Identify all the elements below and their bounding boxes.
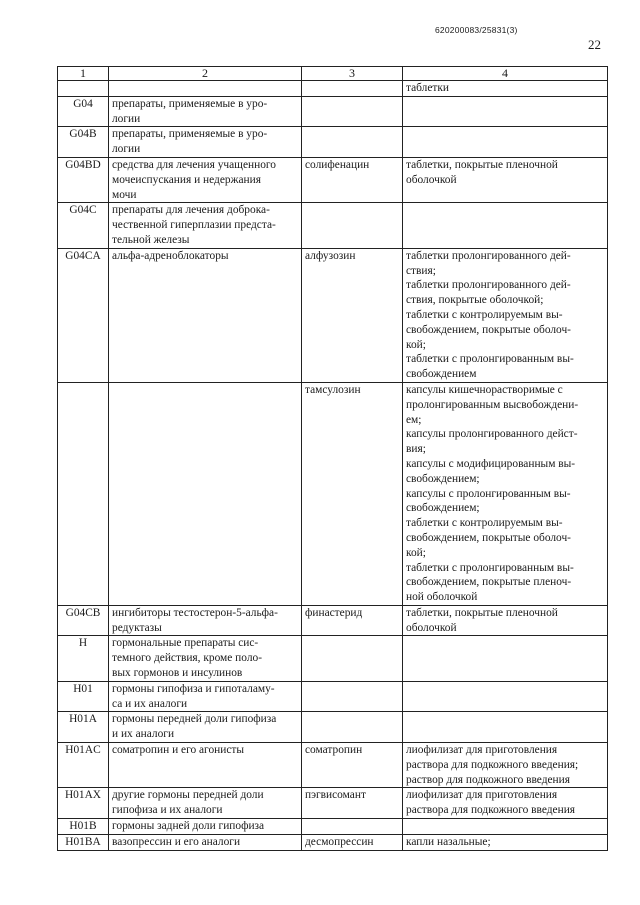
dosage-form-cell <box>403 819 608 835</box>
substance-cell <box>302 712 403 743</box>
group-name-cell: препараты, применяемые в уро- логии <box>109 127 302 158</box>
atc-code-cell: H01A <box>58 712 109 743</box>
group-name-cell: вазопрессин и его аналоги <box>109 834 302 850</box>
atc-code-cell: G04CB <box>58 605 109 636</box>
substance-cell <box>302 819 403 835</box>
dosage-form-cell: капсулы кишечнорастворимые с пролонгированным высвобождени- ем; капсулы пролонгированного дейст- вия; капсулы с модифицированным вы- свобождением; капсулы с пролонгированным вы- свобождением; таблетки с контролируемым вы- свобождением, покрытые оболоч- кой; таблетки с пролонгированным вы- свобождением, покрытые пленоч- ной оболочкой <box>403 382 608 605</box>
table-row <box>58 203 608 248</box>
dosage-form-cell <box>403 681 608 712</box>
drug-table <box>57 66 608 851</box>
substance-cell <box>302 636 403 681</box>
substance-cell <box>302 96 403 127</box>
column-header: 4 <box>403 67 608 81</box>
table-row <box>58 743 608 788</box>
group-name-cell: препараты, применяемые в уро- логии <box>109 96 302 127</box>
table-row <box>58 819 608 835</box>
atc-code-cell: G04B <box>58 127 109 158</box>
substance-cell: финастерид <box>302 605 403 636</box>
group-name-cell: гормоны передней доли гипофиза и их аналоги <box>109 712 302 743</box>
column-header: 3 <box>302 67 403 81</box>
table-row <box>58 681 608 712</box>
table-row <box>58 834 608 850</box>
table-row <box>58 382 608 605</box>
atc-code-cell: G04BD <box>58 157 109 202</box>
group-name-cell: соматропин и его агонисты <box>109 743 302 788</box>
dosage-form-cell: лиофилизат для приготовления раствора для подкожного введения; раствор для подкожного введения <box>403 743 608 788</box>
group-name-cell: гормоны гипофиза и гипоталаму- са и их аналоги <box>109 681 302 712</box>
group-name-cell: ингибиторы тестостерон-5-альфа- редуктазы <box>109 605 302 636</box>
group-name-cell: препараты для лечения доброка- чественной гиперплазии предста- тельной железы <box>109 203 302 248</box>
page-number: 22 <box>588 37 601 52</box>
dosage-form-cell: таблетки пролонгированного дей- ствия; таблетки пролонгированного дей- ствия, покрытые оболочкой; таблетки с контролируемым вы- свобождением, покрытые оболоч- кой; таблетки с пролонгированным вы- свобождением <box>403 248 608 382</box>
substance-cell <box>302 81 403 97</box>
document-code: 620200083/25831(3) <box>435 25 518 35</box>
table-header-row <box>58 67 608 81</box>
atc-code-cell: G04CA <box>58 248 109 382</box>
substance-cell: алфузозин <box>302 248 403 382</box>
dosage-form-cell <box>403 712 608 743</box>
atc-code-cell: H01 <box>58 681 109 712</box>
table-row <box>58 636 608 681</box>
table-row <box>58 157 608 202</box>
substance-cell: соматропин <box>302 743 403 788</box>
group-name-cell: альфа-адреноблокаторы <box>109 248 302 382</box>
substance-cell: тамсулозин <box>302 382 403 605</box>
column-header: 1 <box>58 67 109 81</box>
dosage-form-cell <box>403 203 608 248</box>
group-name-cell: другие гормоны передней доли гипофиза и их аналоги <box>109 788 302 819</box>
dosage-form-cell: таблетки, покрытые пленочной оболочкой <box>403 157 608 202</box>
atc-code-cell <box>58 81 109 97</box>
substance-cell <box>302 681 403 712</box>
table-row <box>58 248 608 382</box>
table-row <box>58 127 608 158</box>
table-row <box>58 81 608 97</box>
dosage-form-cell: лиофилизат для приготовления раствора для подкожного введения <box>403 788 608 819</box>
atc-code-cell: H01B <box>58 819 109 835</box>
atc-code-cell: H01AX <box>58 788 109 819</box>
group-name-cell: гормональные препараты сис- темного действия, кроме поло- вых гормонов и инсулинов <box>109 636 302 681</box>
substance-cell <box>302 203 403 248</box>
atc-code-cell: H01BA <box>58 834 109 850</box>
dosage-form-cell: таблетки, покрытые пленочной оболочкой <box>403 605 608 636</box>
substance-cell: солифенацин <box>302 157 403 202</box>
dosage-form-cell <box>403 636 608 681</box>
table-row <box>58 788 608 819</box>
atc-code-cell: G04C <box>58 203 109 248</box>
column-header: 2 <box>109 67 302 81</box>
dosage-form-cell <box>403 127 608 158</box>
dosage-form-cell: таблетки <box>403 81 608 97</box>
table-row <box>58 605 608 636</box>
dosage-form-cell: капли назальные; <box>403 834 608 850</box>
substance-cell: десмопрессин <box>302 834 403 850</box>
table-row <box>58 712 608 743</box>
substance-cell <box>302 127 403 158</box>
group-name-cell <box>109 382 302 605</box>
dosage-form-cell <box>403 96 608 127</box>
group-name-cell: средства для лечения учащенного мочеиспускания и недержания мочи <box>109 157 302 202</box>
table-row <box>58 96 608 127</box>
atc-code-cell <box>58 382 109 605</box>
group-name-cell: гормоны задней доли гипофиза <box>109 819 302 835</box>
atc-code-cell: G04 <box>58 96 109 127</box>
atc-code-cell: H01AC <box>58 743 109 788</box>
atc-code-cell: H <box>58 636 109 681</box>
substance-cell: пэгвисомант <box>302 788 403 819</box>
group-name-cell <box>109 81 302 97</box>
